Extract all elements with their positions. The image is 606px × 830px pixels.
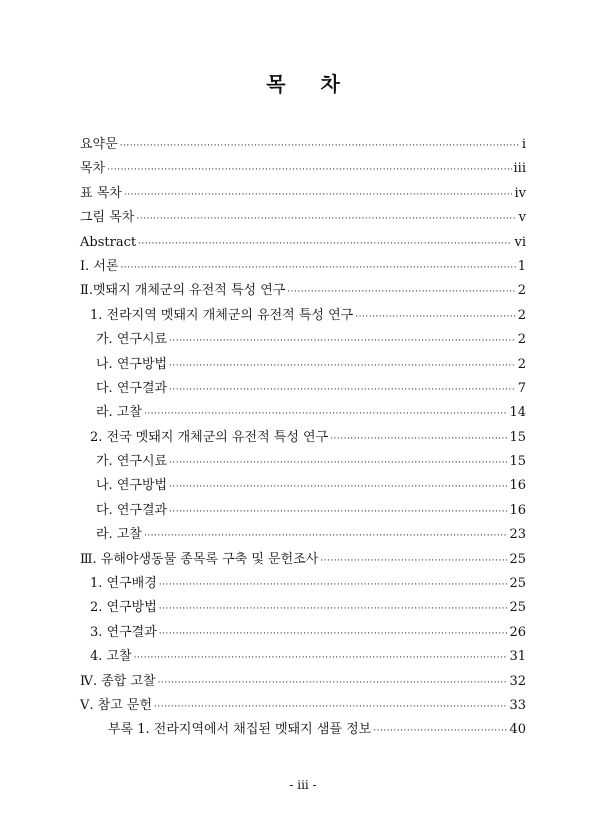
- toc-entry-page-number: 25: [509, 576, 526, 592]
- toc-leader-dots: [144, 524, 508, 548]
- toc-leader-dots: [154, 695, 507, 719]
- toc-entry-label: 라. 고찰: [96, 405, 142, 421]
- toc-entry-page-number: 40: [509, 722, 526, 738]
- toc-entry-label: 2. 연구방법: [90, 600, 157, 616]
- toc-leader-dots: [169, 451, 507, 475]
- toc-leader-dots: [107, 158, 511, 182]
- toc-entry-page-number: 25: [509, 551, 526, 567]
- toc-entry: [80, 621, 526, 645]
- toc-entry-label: 표 목차: [80, 185, 122, 201]
- toc-entry-label: Ⅲ. 유해야생동물 종목록 구축 및 문헌조사: [80, 551, 319, 567]
- toc-entry-label: 4. 고찰: [90, 649, 132, 665]
- toc-entry: [80, 157, 526, 181]
- toc-entry: [80, 377, 526, 401]
- toc-entry: [80, 279, 526, 303]
- toc-leader-dots: [355, 305, 515, 329]
- toc-entry-page-number: iii: [513, 161, 526, 177]
- page-footer: - iii -: [289, 778, 317, 792]
- toc-leader-dots: [169, 329, 516, 353]
- toc-entry-page-number: iv: [514, 185, 526, 201]
- toc-leader-dots: [169, 378, 516, 402]
- toc-leader-dots: [169, 354, 516, 378]
- toc-entry-label: 2. 전국 멧돼지 개체군의 유전적 특성 연구: [90, 429, 329, 445]
- toc-leader-dots: [120, 134, 520, 158]
- toc-leader-dots: [159, 573, 508, 597]
- toc-entry-page-number: 23: [509, 527, 526, 543]
- toc-entry-page-number: 15: [509, 454, 526, 470]
- toc-entry-label: 다. 연구결과: [96, 380, 168, 396]
- toc-entry-label: 나. 연구방법: [96, 356, 168, 372]
- toc-entry-page-number: 16: [509, 502, 526, 518]
- toc-leader-dots: [144, 402, 508, 426]
- toc-entry-label: Abstract: [80, 234, 137, 250]
- toc-entry-label: 다. 연구결과: [96, 502, 168, 518]
- toc-entry-label: 나. 연구방법: [96, 478, 168, 494]
- toc-entry-page-number: 7: [517, 380, 526, 396]
- toc-entry-label: 가. 연구시료: [96, 454, 168, 470]
- toc-entry: [80, 206, 526, 230]
- toc-leader-dots: [159, 622, 508, 646]
- toc-entry-page-number: 2: [517, 307, 526, 323]
- toc-entry: [80, 328, 526, 352]
- toc-entry-label: Ⅱ.멧돼지 개체군의 유전적 특성 연구: [80, 283, 286, 299]
- toc-leader-dots: [121, 256, 516, 280]
- toc-entry-page-number: v: [518, 210, 526, 226]
- toc-entry: [80, 670, 526, 694]
- toc-entry-label: 1. 전라지역 멧돼지 개체군의 유전적 특성 연구: [90, 307, 354, 323]
- toc-entry-label: 가. 연구시료: [96, 332, 168, 348]
- toc-entry-page-number: 15: [509, 429, 526, 445]
- table-of-contents: [80, 133, 526, 743]
- toc-entry: [80, 718, 526, 742]
- toc-leader-dots: [169, 475, 507, 499]
- toc-leader-dots: [159, 597, 508, 621]
- toc-leader-dots: [136, 207, 516, 231]
- toc-leader-dots: [169, 500, 507, 524]
- toc-entry-page-number: 16: [509, 478, 526, 494]
- toc-entry-page-number: 2: [517, 356, 526, 372]
- toc-entry-label: Ⅳ. 종합 고찰: [80, 673, 156, 689]
- toc-entry-label: Ⅴ. 참고 문헌: [80, 697, 153, 713]
- toc-entry: [80, 499, 526, 523]
- toc-entry: [80, 596, 526, 620]
- toc-entry: [80, 645, 526, 669]
- toc-entry-label: 라. 고찰: [96, 527, 142, 543]
- toc-leader-dots: [320, 549, 507, 573]
- toc-leader-dots: [138, 232, 512, 256]
- toc-leader-dots: [287, 280, 515, 304]
- toc-entry: [80, 304, 526, 328]
- toc-entry: [80, 182, 526, 206]
- toc-entry-label: 3. 연구결과: [90, 624, 157, 640]
- toc-entry: [80, 474, 526, 498]
- toc-entry-label: 1. 연구배경: [90, 576, 157, 592]
- toc-entry: [80, 548, 526, 572]
- toc-entry-label: 부록 1. 전라지역에서 채집된 멧돼지 샘플 정보: [108, 722, 372, 738]
- toc-entry-page-number: 31: [509, 649, 526, 665]
- toc-leader-dots: [134, 646, 508, 670]
- toc-entry: [80, 353, 526, 377]
- toc-entry: [80, 255, 526, 279]
- toc-entry: [80, 450, 526, 474]
- toc-entry-label: 요약문: [80, 137, 118, 152]
- toc-entry-page-number: i: [521, 137, 526, 152]
- toc-entry-page-number: 2: [517, 332, 526, 348]
- toc-entry: [80, 572, 526, 596]
- toc-leader-dots: [330, 427, 507, 451]
- toc-entry-label: 그림 목차: [80, 210, 135, 226]
- toc-entry: [80, 426, 526, 450]
- toc-entry-page-number: vi: [514, 234, 526, 250]
- toc-entry-page-number: 25: [509, 600, 526, 616]
- toc-entry-page-number: 26: [509, 624, 526, 640]
- toc-entry: [80, 401, 526, 425]
- toc-entry: [80, 231, 526, 255]
- toc-leader-dots: [124, 183, 513, 207]
- toc-entry-page-number: 2: [517, 283, 526, 299]
- toc-entry-page-number: 33: [509, 697, 526, 713]
- toc-entry-label: Ⅰ. 서론: [80, 258, 119, 274]
- toc-entry-page-number: 1: [517, 258, 526, 274]
- page-title: 목 차: [266, 72, 354, 96]
- toc-entry-page-number: 14: [509, 405, 526, 421]
- toc-entry: [80, 133, 526, 157]
- toc-leader-dots: [158, 671, 508, 695]
- toc-entry-page-number: 32: [509, 673, 526, 689]
- toc-leader-dots: [373, 719, 507, 743]
- toc-entry: [80, 523, 526, 547]
- toc-entry: [80, 694, 526, 718]
- toc-entry-label: 목차: [80, 161, 106, 177]
